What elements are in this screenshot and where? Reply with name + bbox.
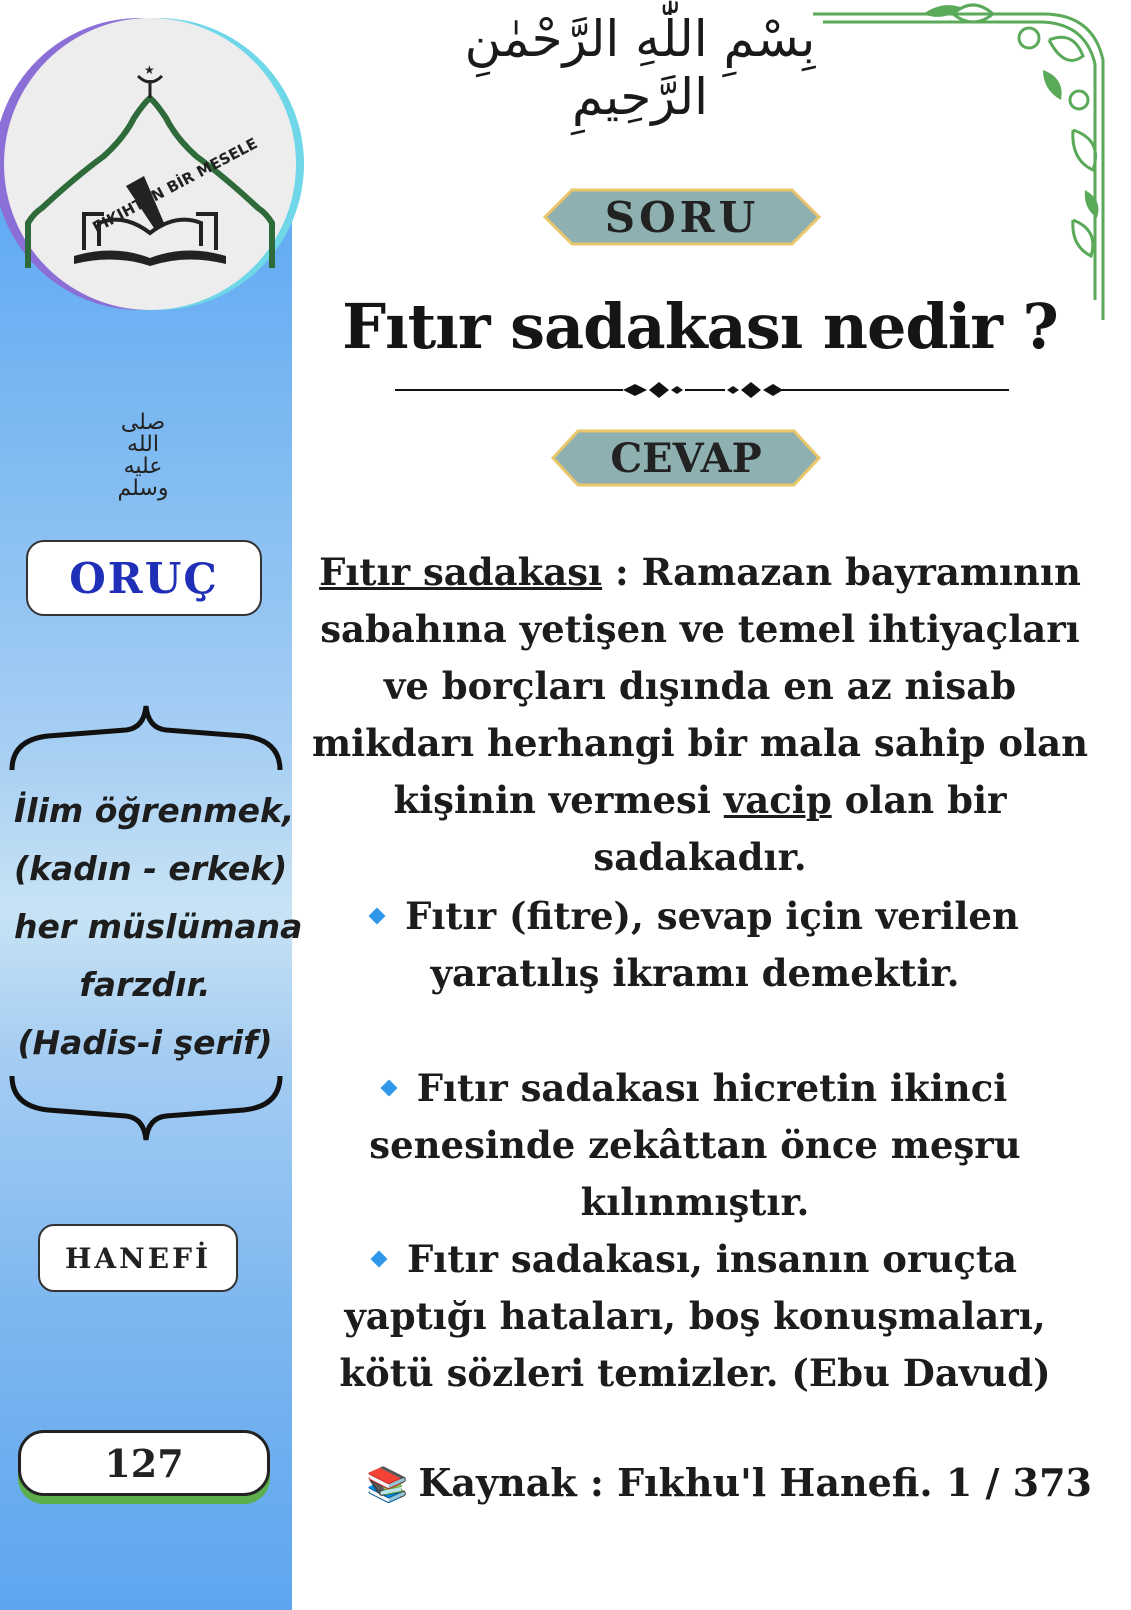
hadis-line: farzdır. xyxy=(79,965,211,1004)
ornamental-divider xyxy=(395,378,1009,402)
bullet-item xyxy=(305,888,1085,1002)
answer-label xyxy=(550,428,822,488)
logo-text: FIKIHTAN BİR MESELE xyxy=(89,134,261,237)
bullet-text: Fıtır (fitre), sevap için verilen yaratılış ikramı demektir. xyxy=(405,894,1019,995)
hadis-line: İlim öğrenmek, xyxy=(14,791,295,830)
corner-ornament-icon xyxy=(803,0,1123,330)
definition-separator: : xyxy=(602,550,642,594)
diamond-bullet-icon xyxy=(380,1079,397,1096)
hadis-line: her müslümana xyxy=(14,907,303,946)
definition-text-end: olan bir sadakadır. xyxy=(593,778,1007,879)
source-reference xyxy=(366,1460,1092,1505)
question-label xyxy=(542,187,822,247)
hadis-quote xyxy=(14,782,303,1072)
definition-keyword: vacip xyxy=(723,778,832,822)
bullet-item xyxy=(305,1231,1085,1402)
definition-paragraph xyxy=(310,544,1090,886)
svg-text:★: ★ xyxy=(144,63,155,77)
hadis-line: (kadın - erkek) xyxy=(14,849,288,888)
bullet-text: Fıtır sadakası, insanın oruçta yaptığı hataları, boş konuşmaları, kötü sözleri temizler. (Ebu Davud) xyxy=(339,1237,1051,1395)
post-number: 127 xyxy=(18,1430,270,1496)
madhab-badge: HANEFİ xyxy=(38,1224,238,1292)
diamond-bullet-icon xyxy=(369,907,386,924)
bullet-text: Fıtır sadakası hicretin ikinci senesinde zekâttan önce meşru kılınmıştır. xyxy=(369,1066,1021,1224)
salawat-calligraphy: صلى الله عليه وسلم xyxy=(117,410,169,501)
mosque-book-icon xyxy=(4,18,296,310)
hadis-line: (Hadis-i şerif) xyxy=(17,1023,273,1062)
answer-label-text: CEVAP xyxy=(610,434,762,482)
category-badge: ORUÇ xyxy=(26,540,262,616)
definition-text: Ramazan bayramının sabahına yetişen ve temel ihtiyaçları ve borçları dışında en az nisab mikdarı herhangi bir mala sahip olan kişinin vermesi xyxy=(311,550,1089,822)
source-text: Kaynak : Fıkhu'l Hanefi. 1 / 373 xyxy=(418,1460,1092,1505)
logo xyxy=(4,18,296,310)
diamond-bullet-icon xyxy=(371,1250,388,1267)
definition-term: Fıtır sadakası xyxy=(319,550,603,594)
basmala-calligraphy: بِسْمِ اللّٰهِ الرَّحْمٰنِ الرَّحِيمِ xyxy=(464,10,816,126)
question-label-text: SORU xyxy=(604,192,760,242)
page-title: Fıtır sadakası nedir ? xyxy=(342,290,1058,363)
bullet-item xyxy=(305,1060,1085,1231)
books-icon: 📚 xyxy=(366,1465,409,1505)
